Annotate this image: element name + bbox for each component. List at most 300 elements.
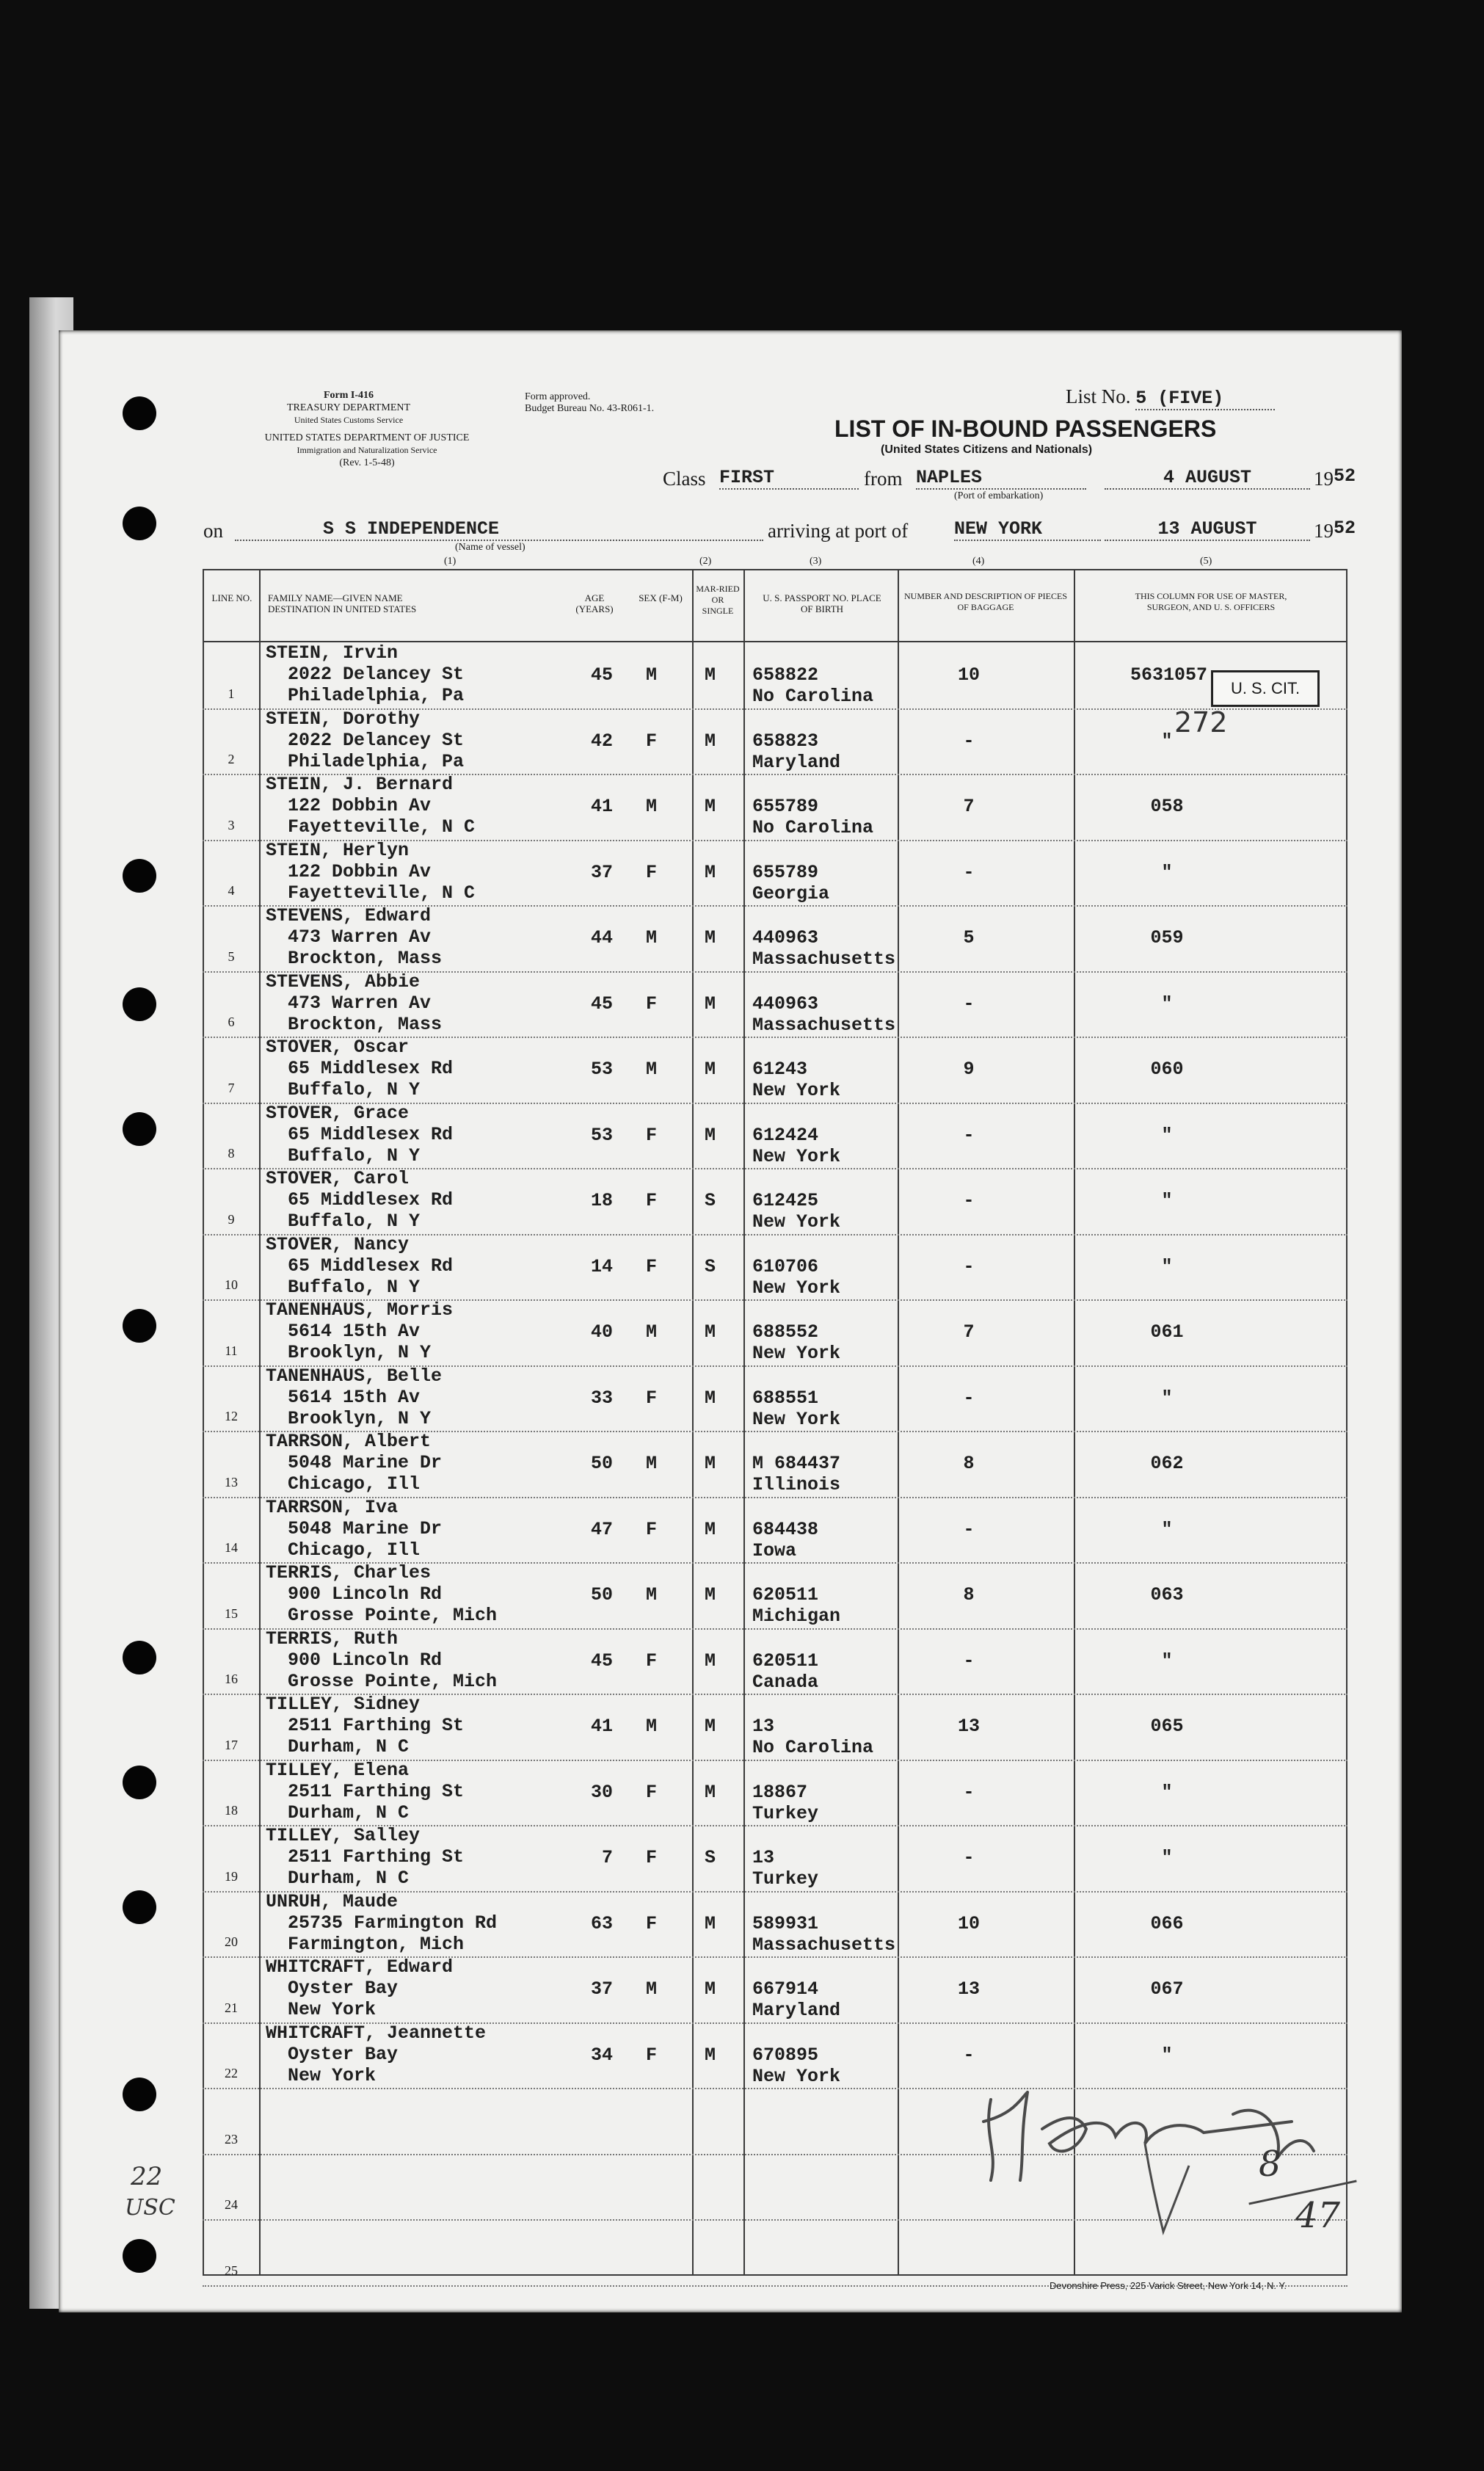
destination-city: Brockton, Mass xyxy=(288,948,443,969)
destination-city: Buffalo, N Y xyxy=(288,1144,421,1166)
column-divider xyxy=(259,569,261,2276)
signature-fraction-top: 8 xyxy=(1259,2144,1281,2185)
form-header-justice xyxy=(198,432,536,469)
column-number-5: (5) xyxy=(1200,556,1212,567)
baggage-count: - xyxy=(963,1650,975,1672)
vessel-value: S S INDEPENDENCE xyxy=(323,518,500,540)
department-justice-sub: Immigration and Naturalization Service xyxy=(297,445,437,455)
column-number-3: (3) xyxy=(810,556,822,567)
passport-number: 658822 xyxy=(752,664,819,686)
destination-street: 900 Lincoln Rd xyxy=(288,1649,443,1671)
marital-value: M xyxy=(705,796,716,817)
age-value: 50 xyxy=(590,1453,613,1474)
officer-number: " xyxy=(1161,993,1173,1015)
age-value: 40 xyxy=(590,1321,613,1343)
marital-value: M xyxy=(705,1716,716,1737)
marital-value: M xyxy=(705,861,716,883)
officer-number: 063 xyxy=(1150,1584,1184,1605)
passenger-name: STEIN, Dorothy xyxy=(266,708,421,730)
passenger-name: TERRIS, Ruth xyxy=(266,1628,399,1650)
line-number: 4 xyxy=(228,883,235,898)
departure-date: 4 AUGUST xyxy=(1105,467,1310,490)
destination-street: 122 Dobbin Av xyxy=(288,795,432,816)
baggage-count: - xyxy=(963,1190,975,1211)
sex-value: F xyxy=(646,1912,658,1934)
place-of-birth: New York xyxy=(752,1211,841,1233)
passport-number: 670895 xyxy=(752,2044,819,2066)
place-of-birth: Turkey xyxy=(752,1802,819,1824)
age-value: 41 xyxy=(590,796,613,817)
baggage-count: - xyxy=(963,1387,975,1409)
passenger-name: TILLEY, Elena xyxy=(266,1759,410,1781)
punch-hole xyxy=(123,1309,156,1343)
sex-value: M xyxy=(646,664,658,686)
destination-city: Philadelphia, Pa xyxy=(288,750,465,772)
destination-street: 65 Middlesex Rd xyxy=(288,1255,454,1277)
marital-value: M xyxy=(705,927,716,948)
passport-number: 688552 xyxy=(752,1321,819,1343)
passport-number: 440963 xyxy=(752,927,819,948)
form-revision: (Rev. 1-5-48) xyxy=(339,457,395,468)
destination-city: Durham, N C xyxy=(288,1868,410,1889)
punch-hole xyxy=(123,1766,156,1799)
destination-street: Oyster Bay xyxy=(288,2043,399,2065)
sex-value: F xyxy=(646,1255,658,1277)
passport-number: 13 xyxy=(752,1716,775,1737)
destination-street: 2511 Farthing St xyxy=(288,1715,465,1736)
line-number: 5 xyxy=(228,948,235,964)
sex-value: F xyxy=(646,1518,658,1540)
header-age: AGE (YEARS) xyxy=(575,592,614,614)
year-prefix: 19 xyxy=(1314,520,1334,542)
baggage-count: 9 xyxy=(963,1059,975,1080)
line-number: 19 xyxy=(225,1868,238,1884)
passport-number: 61243 xyxy=(752,1059,808,1080)
margin-note-usc: USC xyxy=(125,2195,175,2221)
column-number-2: (2) xyxy=(699,556,712,567)
officer-number: 066 xyxy=(1150,1912,1184,1934)
baggage-count: 10 xyxy=(957,664,980,686)
line-number: 8 xyxy=(228,1146,235,1161)
on-label: on xyxy=(203,520,223,542)
passport-number: 667914 xyxy=(752,1978,819,2000)
destination-city: Durham, N C xyxy=(288,1801,410,1824)
embark-port: NAPLES xyxy=(916,467,1086,490)
destination-street: 5614 15th Av xyxy=(288,1386,421,1408)
column-divider xyxy=(692,569,694,2276)
header-sex: SEX (F-M) xyxy=(639,592,683,603)
sex-value: M xyxy=(646,1321,658,1343)
passenger-name: STOVER, Carol xyxy=(266,1168,410,1189)
place-of-birth: No Carolina xyxy=(752,1737,874,1758)
marital-value: M xyxy=(705,730,716,752)
signature-check xyxy=(1145,2144,1189,2232)
passport-number: 620511 xyxy=(752,1584,819,1605)
year-field-2 xyxy=(1314,520,1356,543)
passenger-name: TILLEY, Salley xyxy=(266,1825,421,1846)
handwritten-number: 272 xyxy=(1174,706,1228,739)
destination-city: Brockton, Mass xyxy=(288,1013,443,1035)
officer-number: 067 xyxy=(1150,1978,1184,2000)
destination-city: Chicago, Ill xyxy=(288,1473,421,1495)
passenger-name: WHITCRAFT, Jeannette xyxy=(266,2022,487,2044)
destination-city: Grosse Pointe, Mich xyxy=(288,1605,498,1626)
year-value: 52 xyxy=(1334,465,1356,487)
form-approval xyxy=(525,391,654,415)
approval-note: Form approved. xyxy=(525,391,591,402)
passenger-name: STOVER, Nancy xyxy=(266,1233,410,1255)
place-of-birth: Massachusetts xyxy=(752,1014,896,1036)
column-divider xyxy=(743,569,745,2276)
line-number: 16 xyxy=(225,1672,238,1686)
passport-number: 655789 xyxy=(752,861,819,883)
place-of-birth: Georgia xyxy=(752,882,830,904)
destination-city: Buffalo, N Y xyxy=(288,1211,421,1232)
passenger-name: STOVER, Oscar xyxy=(266,1037,410,1058)
destination-street: 2511 Farthing St xyxy=(288,1846,465,1868)
line-number: 7 xyxy=(228,1080,235,1095)
column-divider xyxy=(898,569,899,2276)
bureau-number: Budget Bureau No. 43-R061-1. xyxy=(525,403,655,414)
marital-value: M xyxy=(705,664,716,686)
passport-number: 658823 xyxy=(752,730,819,752)
officer-number: " xyxy=(1161,1255,1173,1277)
passport-number: 589931 xyxy=(752,1912,819,1934)
marital-value: M xyxy=(705,993,716,1015)
officer-number: 065 xyxy=(1150,1716,1184,1737)
passenger-name: STEIN, Herlyn xyxy=(266,839,410,861)
destination-street: 2022 Delancey St xyxy=(288,664,465,685)
punch-hole xyxy=(123,859,156,893)
age-value: 7 xyxy=(601,1847,613,1868)
header-passport: U. S. PASSPORT NO. PLACE OF BIRTH xyxy=(763,592,881,614)
baggage-count: 7 xyxy=(963,796,975,817)
punch-hole xyxy=(123,507,156,540)
column-divider xyxy=(1074,569,1075,2276)
printer-footer: Devonshire Press, 225 Varick Street, New York 14, N. Y. xyxy=(1050,2280,1287,2291)
passenger-name: TARRSON, Iva xyxy=(266,1496,399,1518)
destination-street: 65 Middlesex Rd xyxy=(288,1058,454,1079)
passenger-name: STEVENS, Edward xyxy=(266,905,432,926)
marital-value: S xyxy=(705,1190,716,1211)
marital-value: M xyxy=(705,1124,716,1146)
line-number: 13 xyxy=(225,1474,238,1490)
age-value: 45 xyxy=(590,1650,613,1672)
baggage-count: - xyxy=(963,1518,975,1540)
destination-street: 900 Lincoln Rd xyxy=(288,1583,443,1605)
list-value: 5 (FIVE) xyxy=(1135,388,1275,410)
baggage-count: 13 xyxy=(957,1978,980,2000)
place-of-birth: New York xyxy=(752,1343,841,1364)
header-married: MAR-RIED OR SINGLE xyxy=(696,584,740,616)
punch-hole xyxy=(123,1890,156,1924)
age-value: 45 xyxy=(590,664,613,686)
line-number: 11 xyxy=(225,1343,238,1358)
line-number: 3 xyxy=(228,817,235,832)
form-number: Form I-416 xyxy=(323,390,374,401)
passport-number: 684438 xyxy=(752,1518,819,1540)
passenger-name: TERRIS, Charles xyxy=(266,1562,432,1583)
destination-street: 122 Dobbin Av xyxy=(288,860,432,882)
passenger-name: STOVER, Grace xyxy=(266,1102,410,1124)
destination-street: Oyster Bay xyxy=(288,1978,399,1999)
passenger-name: TANENHAUS, Morris xyxy=(266,1299,454,1321)
officer-number: 058 xyxy=(1150,796,1184,817)
place-of-birth: Canada xyxy=(752,1671,819,1693)
list-number xyxy=(1066,385,1275,410)
department-justice: UNITED STATES DEPARTMENT OF JUSTICE xyxy=(264,432,470,443)
place-of-birth: Massachusetts xyxy=(752,948,896,970)
marital-value: M xyxy=(705,1912,716,1934)
baggage-count: 13 xyxy=(957,1716,980,1737)
line-number: 18 xyxy=(225,1803,238,1818)
vessel-note: (Name of vessel) xyxy=(455,542,525,553)
age-value: 50 xyxy=(590,1584,613,1605)
destination-city: Buffalo, N Y xyxy=(288,1079,421,1100)
destination-street: 25735 Farmington Rd xyxy=(288,1912,498,1934)
passport-number: 655789 xyxy=(752,796,819,817)
passport-number: 13 xyxy=(752,1847,775,1868)
marital-value: M xyxy=(705,1584,716,1605)
baggage-count: - xyxy=(963,1781,975,1803)
line-number: 2 xyxy=(228,752,235,766)
year-prefix: 19 xyxy=(1314,468,1334,490)
destination-street: 5048 Marine Dr xyxy=(288,1452,443,1473)
sex-value: M xyxy=(646,1584,658,1605)
passport-number: 612425 xyxy=(752,1190,819,1211)
place-of-birth: New York xyxy=(752,1080,841,1101)
place-of-birth: No Carolina xyxy=(752,686,874,707)
destination-city: Farmington, Mich xyxy=(288,1933,465,1955)
page-title: LIST OF IN-BOUND PASSENGERS xyxy=(834,416,1217,442)
baggage-count: 10 xyxy=(957,1912,980,1934)
page-subtitle: (United States Citizens and Nationals) xyxy=(881,443,1093,456)
sex-value: F xyxy=(646,1650,658,1672)
officer-number: " xyxy=(1161,1124,1173,1146)
baggage-count: 8 xyxy=(963,1584,975,1605)
passport-number: 18867 xyxy=(752,1781,808,1803)
class-value: FIRST xyxy=(719,467,859,490)
table-border-right xyxy=(1346,569,1347,2276)
marital-value: M xyxy=(705,1059,716,1080)
baggage-count: 7 xyxy=(963,1321,975,1343)
sex-value: M xyxy=(646,1978,658,2000)
passenger-name: WHITCRAFT, Edward xyxy=(266,1956,454,1978)
place-of-birth: New York xyxy=(752,1145,841,1167)
margin-note-count: 22 xyxy=(131,2162,163,2191)
sex-value: F xyxy=(646,993,658,1015)
arrival-date: 13 AUGUST xyxy=(1105,518,1310,541)
place-of-birth: New York xyxy=(752,2065,841,2087)
arrival-port: NEW YORK xyxy=(954,518,1101,541)
year-value: 52 xyxy=(1334,518,1356,539)
place-of-birth: No Carolina xyxy=(752,817,874,838)
passenger-name: TILLEY, Sidney xyxy=(266,1694,421,1715)
officer-number: " xyxy=(1161,2044,1173,2066)
place-of-birth: New York xyxy=(752,1408,841,1430)
punch-hole xyxy=(123,1112,156,1146)
officer-number: " xyxy=(1161,1518,1173,1540)
line-number: 1 xyxy=(228,686,235,701)
sex-value: M xyxy=(646,927,658,948)
list-label: List No. xyxy=(1066,385,1131,407)
place-of-birth: Maryland xyxy=(752,2000,841,2021)
destination-city: Fayetteville, N C xyxy=(288,882,476,904)
age-value: 18 xyxy=(590,1190,613,1211)
marital-value: M xyxy=(705,1321,716,1343)
officer-number: 5631057 xyxy=(1130,664,1208,686)
marital-value: M xyxy=(705,2044,716,2066)
passport-number: 620511 xyxy=(752,1650,819,1672)
baggage-count: 8 xyxy=(963,1453,975,1474)
officer-number: " xyxy=(1161,1781,1173,1803)
destination-city: Grosse Pointe, Mich xyxy=(288,1670,498,1692)
officer-number: " xyxy=(1161,1847,1173,1868)
marital-value: S xyxy=(705,1847,716,1868)
passenger-name: STEIN, Irvin xyxy=(266,642,399,664)
age-value: 34 xyxy=(590,2044,613,2066)
line-number: 22 xyxy=(225,2066,238,2080)
baggage-count: - xyxy=(963,1255,975,1277)
sex-value: F xyxy=(646,1190,658,1211)
marital-value: M xyxy=(705,1518,716,1540)
embark-note: (Port of embarkation) xyxy=(954,490,1044,501)
destination-city: Philadelphia, Pa xyxy=(288,685,465,706)
line-number: 9 xyxy=(228,1211,235,1227)
header-name: FAMILY NAME—GIVEN NAME DESTINATION IN UNITED STATES xyxy=(268,592,417,614)
destination-city: Chicago, Ill xyxy=(288,1539,421,1561)
age-value: 14 xyxy=(590,1255,613,1277)
destination-city: Durham, N C xyxy=(288,1736,410,1757)
marital-value: M xyxy=(705,1781,716,1803)
baggage-count: - xyxy=(963,1124,975,1146)
marital-value: S xyxy=(705,1255,716,1277)
line-number: 23 xyxy=(225,2131,238,2147)
baggage-count: - xyxy=(963,993,975,1015)
punch-hole xyxy=(123,987,156,1021)
marital-value: M xyxy=(705,1453,716,1474)
arriving-label: arriving at port of xyxy=(768,520,909,542)
age-value: 33 xyxy=(590,1387,613,1409)
place-of-birth: New York xyxy=(752,1277,841,1299)
age-value: 42 xyxy=(590,730,613,752)
destination-street: 473 Warren Av xyxy=(288,992,432,1014)
punch-hole xyxy=(123,396,156,430)
sex-value: M xyxy=(646,1453,658,1474)
place-of-birth: Illinois xyxy=(752,1474,841,1495)
destination-city: Brooklyn, N Y xyxy=(288,1407,432,1429)
place-of-birth: Iowa xyxy=(752,1539,797,1561)
marital-value: M xyxy=(705,1978,716,2000)
officer-number: 061 xyxy=(1150,1321,1184,1343)
line-number: 17 xyxy=(225,1737,238,1752)
officer-number: 059 xyxy=(1150,927,1184,948)
line-number: 12 xyxy=(225,1409,238,1423)
sex-value: M xyxy=(646,1059,658,1080)
sex-value: F xyxy=(646,730,658,752)
sex-value: F xyxy=(646,861,658,883)
sex-value: M xyxy=(646,796,658,817)
line-number: 21 xyxy=(225,2000,238,2015)
punch-hole xyxy=(123,2239,156,2273)
age-value: 44 xyxy=(590,927,613,948)
line-number: 20 xyxy=(225,1934,238,1949)
officer-number: " xyxy=(1161,1650,1173,1672)
header-officers: THIS COLUMN FOR USE OF MASTER, SURGEON, AND U. S. OFFICERS xyxy=(1135,591,1287,612)
line-number: 25 xyxy=(225,2263,238,2278)
form-header-left xyxy=(253,389,444,427)
sex-value: M xyxy=(646,1716,658,1737)
baggage-count: - xyxy=(963,1847,975,1868)
passenger-name: STEVENS, Abbie xyxy=(266,970,421,993)
marital-value: M xyxy=(705,1650,716,1672)
signature-fraction-bottom: 47 xyxy=(1295,2195,1341,2236)
age-value: 53 xyxy=(590,1059,613,1080)
sex-value: F xyxy=(646,1124,658,1146)
sex-value: F xyxy=(646,2044,658,2066)
age-value: 37 xyxy=(590,1978,613,2000)
age-value: 37 xyxy=(590,861,613,883)
place-of-birth: Turkey xyxy=(752,1868,819,1890)
header-baggage: NUMBER AND DESCRIPTION OF PIECES OF BAGGAGE xyxy=(903,591,1068,612)
officer-number: " xyxy=(1161,730,1173,752)
destination-street: 5614 15th Av xyxy=(288,1321,421,1342)
punch-hole xyxy=(123,2078,156,2111)
passenger-name: STEIN, J. Bernard xyxy=(266,774,454,795)
destination-city: Fayetteville, N C xyxy=(288,816,476,838)
sex-value: F xyxy=(646,1781,658,1803)
destination-city: Buffalo, N Y xyxy=(288,1276,421,1298)
line-number: 15 xyxy=(225,1605,238,1621)
destination-street: 65 Middlesex Rd xyxy=(288,1189,454,1211)
line-number: 10 xyxy=(225,1277,238,1292)
passport-number: 610706 xyxy=(752,1255,819,1277)
officer-number: 060 xyxy=(1150,1059,1184,1080)
destination-street: 473 Warren Av xyxy=(288,926,432,948)
passenger-name: TARRSON, Albert xyxy=(266,1431,432,1452)
citizen-stamp: U. S. CIT. xyxy=(1211,670,1320,707)
department-treasury-sub: United States Customs Service xyxy=(294,415,404,425)
from-label: from xyxy=(864,468,903,490)
place-of-birth: Michigan xyxy=(752,1605,841,1627)
age-value: 45 xyxy=(590,993,613,1015)
department-treasury: TREASURY DEPARTMENT xyxy=(286,402,411,413)
passenger-name: TANENHAUS, Belle xyxy=(266,1365,443,1387)
line-number: 14 xyxy=(225,1540,238,1555)
year-field-1 xyxy=(1314,465,1356,491)
header-line-no: LINE NO. xyxy=(211,592,252,603)
marital-value: M xyxy=(705,1387,716,1409)
destination-street: 65 Middlesex Rd xyxy=(288,1123,454,1145)
baggage-count: - xyxy=(963,730,975,752)
officer-number: " xyxy=(1161,861,1173,883)
officer-number: " xyxy=(1161,1190,1173,1211)
passport-number: 612424 xyxy=(752,1124,819,1146)
line-number: 6 xyxy=(228,1015,235,1029)
destination-street: 5048 Marine Dr xyxy=(288,1517,443,1539)
vessel-name xyxy=(235,518,763,541)
table-border-left xyxy=(203,569,204,2276)
baggage-count: - xyxy=(963,861,975,883)
destination-city: New York xyxy=(288,2064,377,2086)
sex-value: F xyxy=(646,1387,658,1409)
officer-number: 062 xyxy=(1150,1453,1184,1474)
table-bottom-rule xyxy=(203,2274,1347,2276)
destination-street: 2511 Farthing St xyxy=(288,1780,465,1802)
line-number: 24 xyxy=(225,2197,238,2212)
passport-number: 440963 xyxy=(752,993,819,1015)
table-top-rule xyxy=(203,569,1347,570)
